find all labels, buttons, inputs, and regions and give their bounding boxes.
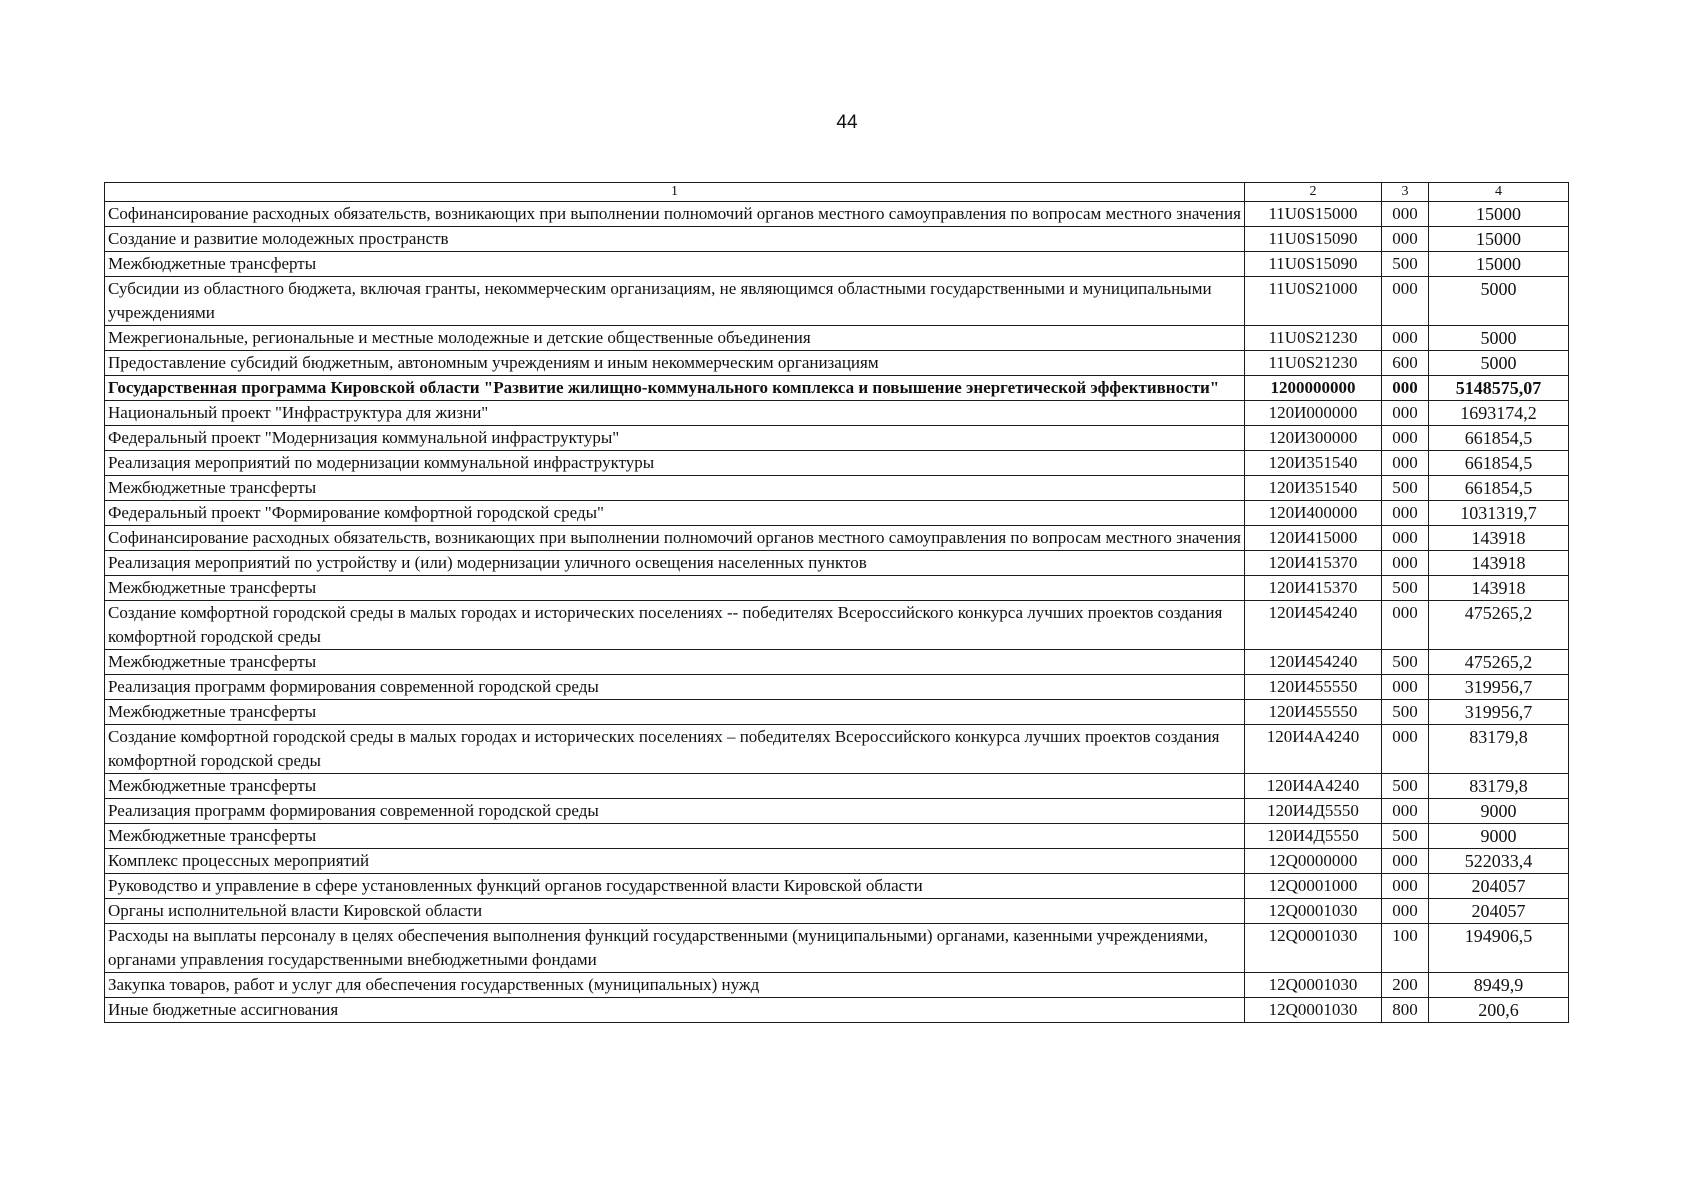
row-amount-cell: 475265,2 (1429, 601, 1569, 650)
row-name-cell: Федеральный проект "Модернизация коммунальной инфраструктуры" (105, 426, 1245, 451)
header-col-4: 4 (1429, 183, 1569, 202)
header-col-3: 3 (1382, 183, 1429, 202)
row-type-cell: 000 (1382, 451, 1429, 476)
row-amount-cell: 143918 (1429, 551, 1569, 576)
row-amount-cell: 9000 (1429, 824, 1569, 849)
table-row (105, 252, 1569, 277)
row-code-cell: 11U0S15090 (1245, 252, 1382, 277)
row-type-cell: 500 (1382, 650, 1429, 675)
row-code-cell: 120И415370 (1245, 576, 1382, 601)
row-name-cell: Софинансирование расходных обязательств, возникающих при выполнении полномочий органов местного самоуправления по вопросам местного значения (105, 526, 1245, 551)
row-amount-cell: 200,6 (1429, 998, 1569, 1023)
row-type-cell: 500 (1382, 824, 1429, 849)
header-col-2: 2 (1245, 183, 1382, 202)
row-code-cell: 120И415000 (1245, 526, 1382, 551)
row-name-cell: Комплекс процессных мероприятий (105, 849, 1245, 874)
row-code-cell: 11U0S21000 (1245, 277, 1382, 326)
row-code-cell: 12Q0001030 (1245, 973, 1382, 998)
row-type-cell: 000 (1382, 326, 1429, 351)
row-type-cell: 000 (1382, 501, 1429, 526)
row-amount-cell: 5000 (1429, 351, 1569, 376)
row-code-cell: 120И4А4240 (1245, 725, 1382, 774)
row-name-cell: Субсидии из областного бюджета, включая гранты, некоммерческим организациям, не являющимся областными государственными и муниципальными учреждениями (105, 277, 1245, 326)
row-code-cell: 1200000000 (1245, 376, 1382, 401)
row-amount-cell: 143918 (1429, 576, 1569, 601)
row-name-cell: Расходы на выплаты персоналу в целях обеспечения выполнения функций государственными (муниципальными) органами, казенными учреждениями, органами управления государственными внебюджетными фондами (105, 924, 1245, 973)
row-amount-cell: 83179,8 (1429, 725, 1569, 774)
row-code-cell: 120И351540 (1245, 451, 1382, 476)
row-type-cell: 000 (1382, 401, 1429, 426)
row-code-cell: 11U0S15090 (1245, 227, 1382, 252)
row-type-cell: 000 (1382, 426, 1429, 451)
table-row (105, 601, 1569, 650)
row-amount-cell: 204057 (1429, 874, 1569, 899)
row-amount-cell: 5148575,07 (1429, 376, 1569, 401)
budget-table (104, 182, 1569, 1023)
row-amount-cell: 15000 (1429, 227, 1569, 252)
row-name-cell: Создание комфортной городской среды в малых городах и исторических поселениях – победителях Всероссийского конкурса лучших проектов создания комфортной городской среды (105, 725, 1245, 774)
row-type-cell: 000 (1382, 675, 1429, 700)
row-type-cell: 200 (1382, 973, 1429, 998)
row-type-cell: 500 (1382, 476, 1429, 501)
row-type-cell: 000 (1382, 227, 1429, 252)
row-type-cell: 100 (1382, 924, 1429, 973)
row-type-cell: 000 (1382, 725, 1429, 774)
row-name-cell: Межбюджетные трансферты (105, 576, 1245, 601)
table-body (105, 202, 1569, 1023)
row-type-cell: 000 (1382, 799, 1429, 824)
row-type-cell: 000 (1382, 202, 1429, 227)
row-name-cell: Национальный проект "Инфраструктура для жизни" (105, 401, 1245, 426)
table-row (105, 774, 1569, 799)
row-amount-cell: 319956,7 (1429, 675, 1569, 700)
table-header-row (105, 183, 1569, 202)
table-row (105, 277, 1569, 326)
table-row (105, 924, 1569, 973)
row-type-cell: 000 (1382, 899, 1429, 924)
row-code-cell: 12Q0000000 (1245, 849, 1382, 874)
row-name-cell: Реализация мероприятий по устройству и (или) модернизации уличного освещения населенных пунктов (105, 551, 1245, 576)
row-name-cell: Межбюджетные трансферты (105, 650, 1245, 675)
page-number: 44 (836, 112, 858, 133)
row-type-cell: 000 (1382, 551, 1429, 576)
row-type-cell: 000 (1382, 874, 1429, 899)
row-name-cell: Предоставление субсидий бюджетным, автономным учреждениям и иным некоммерческим организациям (105, 351, 1245, 376)
row-code-cell: 120И400000 (1245, 501, 1382, 526)
table-row (105, 874, 1569, 899)
row-amount-cell: 661854,5 (1429, 426, 1569, 451)
table-row (105, 725, 1569, 774)
table-row (105, 476, 1569, 501)
row-code-cell: 120И455550 (1245, 675, 1382, 700)
row-amount-cell: 9000 (1429, 799, 1569, 824)
row-amount-cell: 15000 (1429, 202, 1569, 227)
row-name-cell: Создание комфортной городской среды в малых городах и исторических поселениях -- победителях Всероссийского конкурса лучших проектов создания комфортной городской среды (105, 601, 1245, 650)
row-amount-cell: 522033,4 (1429, 849, 1569, 874)
table-row (105, 973, 1569, 998)
row-type-cell: 500 (1382, 252, 1429, 277)
row-type-cell: 000 (1382, 526, 1429, 551)
row-amount-cell: 1693174,2 (1429, 401, 1569, 426)
row-code-cell: 12Q0001030 (1245, 924, 1382, 973)
table-row (105, 675, 1569, 700)
row-amount-cell: 319956,7 (1429, 700, 1569, 725)
row-amount-cell: 194906,5 (1429, 924, 1569, 973)
row-name-cell: Иные бюджетные ассигнования (105, 998, 1245, 1023)
row-name-cell: Руководство и управление в сфере установленных функций органов государственной власти Кировской области (105, 874, 1245, 899)
row-code-cell: 120И300000 (1245, 426, 1382, 451)
table-row (105, 824, 1569, 849)
row-code-cell: 120И415370 (1245, 551, 1382, 576)
row-amount-cell: 83179,8 (1429, 774, 1569, 799)
row-type-cell: 600 (1382, 351, 1429, 376)
row-name-cell: Межбюджетные трансферты (105, 252, 1245, 277)
table-row (105, 426, 1569, 451)
row-amount-cell: 143918 (1429, 526, 1569, 551)
header-col-1: 1 (105, 183, 1245, 202)
row-name-cell: Закупка товаров, работ и услуг для обеспечения государственных (муниципальных) нужд (105, 973, 1245, 998)
table-row (105, 202, 1569, 227)
table-row (105, 700, 1569, 725)
table-row (105, 526, 1569, 551)
row-type-cell: 500 (1382, 700, 1429, 725)
table-row (105, 899, 1569, 924)
table-row (105, 326, 1569, 351)
row-code-cell: 120И454240 (1245, 650, 1382, 675)
row-name-cell: Межбюджетные трансферты (105, 476, 1245, 501)
row-name-cell: Межбюджетные трансферты (105, 700, 1245, 725)
row-code-cell: 120И4Д5550 (1245, 799, 1382, 824)
table-row (105, 351, 1569, 376)
row-name-cell: Реализация мероприятий по модернизации коммунальной инфраструктуры (105, 451, 1245, 476)
table-row (105, 799, 1569, 824)
row-type-cell: 000 (1382, 849, 1429, 874)
row-type-cell: 500 (1382, 576, 1429, 601)
row-name-cell: Софинансирование расходных обязательств, возникающих при выполнении полномочий органов местного самоуправления по вопросам местного значения (105, 202, 1245, 227)
row-amount-cell: 475265,2 (1429, 650, 1569, 675)
table-row (105, 501, 1569, 526)
row-code-cell: 120И4Д5550 (1245, 824, 1382, 849)
table-row (105, 650, 1569, 675)
table-row (105, 998, 1569, 1023)
table-row (105, 451, 1569, 476)
row-type-cell: 500 (1382, 774, 1429, 799)
row-type-cell: 000 (1382, 601, 1429, 650)
row-name-cell: Создание и развитие молодежных пространств (105, 227, 1245, 252)
row-type-cell: 000 (1382, 376, 1429, 401)
row-name-cell: Межбюджетные трансферты (105, 774, 1245, 799)
row-amount-cell: 5000 (1429, 326, 1569, 351)
table-row (105, 849, 1569, 874)
row-code-cell: 120И454240 (1245, 601, 1382, 650)
row-code-cell: 120И4А4240 (1245, 774, 1382, 799)
row-amount-cell: 15000 (1429, 252, 1569, 277)
row-name-cell: Федеральный проект "Формирование комфортной городской среды" (105, 501, 1245, 526)
row-name-cell: Реализация программ формирования современной городской среды (105, 799, 1245, 824)
row-amount-cell: 5000 (1429, 277, 1569, 326)
row-amount-cell: 661854,5 (1429, 451, 1569, 476)
row-name-cell: Государственная программа Кировской области "Развитие жилищно-коммунального комплекса и повышение энергетической эффективности" (105, 376, 1245, 401)
row-name-cell: Органы исполнительной власти Кировской области (105, 899, 1245, 924)
row-code-cell: 120И000000 (1245, 401, 1382, 426)
row-code-cell: 12Q0001030 (1245, 998, 1382, 1023)
row-code-cell: 12Q0001000 (1245, 874, 1382, 899)
table-row (105, 576, 1569, 601)
table-row (105, 401, 1569, 426)
table-row (105, 551, 1569, 576)
row-code-cell: 11U0S21230 (1245, 326, 1382, 351)
row-type-cell: 800 (1382, 998, 1429, 1023)
row-amount-cell: 204057 (1429, 899, 1569, 924)
row-code-cell: 120И455550 (1245, 700, 1382, 725)
row-name-cell: Межрегиональные, региональные и местные молодежные и детские общественные объединения (105, 326, 1245, 351)
row-code-cell: 11U0S21230 (1245, 351, 1382, 376)
row-code-cell: 120И351540 (1245, 476, 1382, 501)
row-amount-cell: 8949,9 (1429, 973, 1569, 998)
row-amount-cell: 661854,5 (1429, 476, 1569, 501)
row-code-cell: 11U0S15000 (1245, 202, 1382, 227)
row-name-cell: Реализация программ формирования современной городской среды (105, 675, 1245, 700)
row-name-cell: Межбюджетные трансферты (105, 824, 1245, 849)
table-row (105, 376, 1569, 401)
row-amount-cell: 1031319,7 (1429, 501, 1569, 526)
table-row (105, 227, 1569, 252)
row-type-cell: 000 (1382, 277, 1429, 326)
row-code-cell: 12Q0001030 (1245, 899, 1382, 924)
